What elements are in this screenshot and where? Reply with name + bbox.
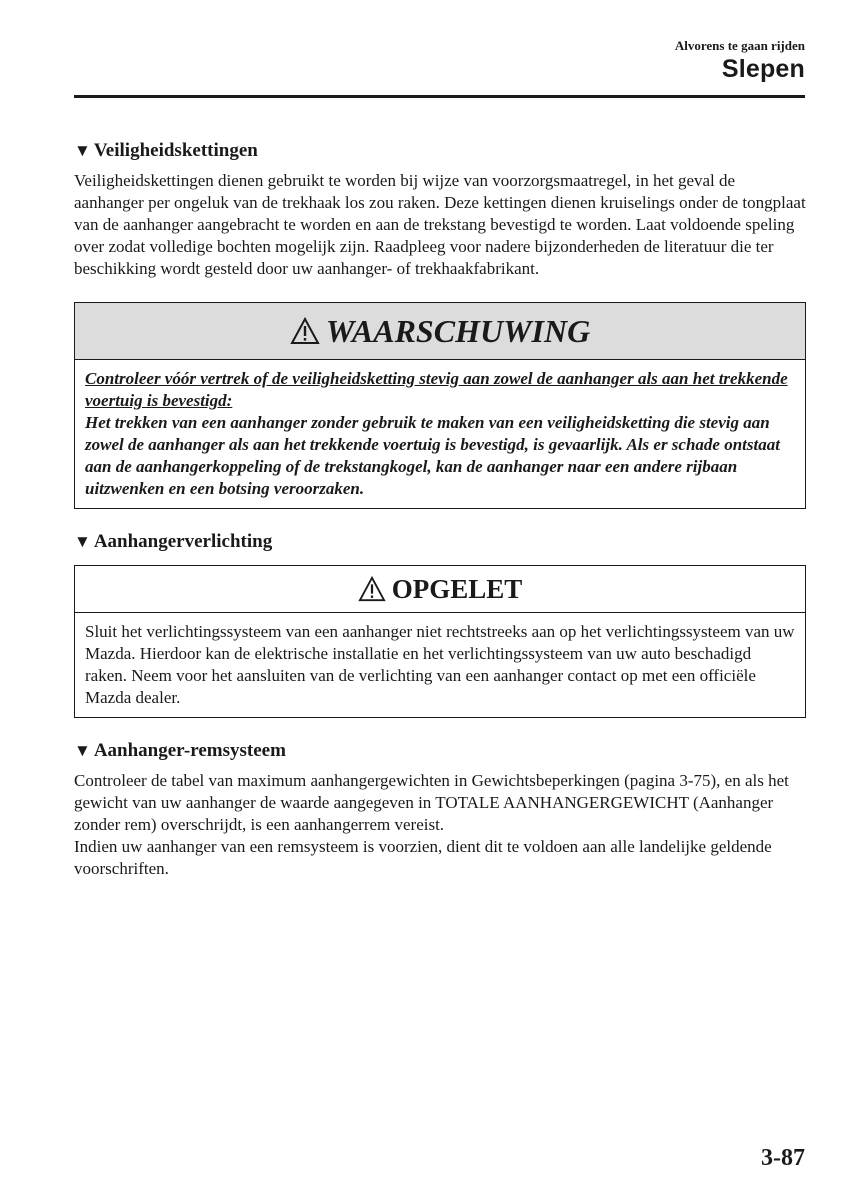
triangle-down-icon: ▼ xyxy=(74,532,91,551)
page-title: Slepen xyxy=(721,55,805,83)
warning-triangle-icon xyxy=(358,576,386,602)
caution-header xyxy=(75,566,805,613)
section-body: Controleer de tabel van maximum aanhangergewichten in Gewichtsbeperkingen (pagina 3-75), en als het gewicht van uw aanhanger de waarde aangegeven in TOTALE AANHANGERGEWICHT (Aanhanger zonder rem) overschrijdt, is een aanhangerrem vereist. xyxy=(74,771,789,834)
caution-title: OPGELET xyxy=(391,573,523,604)
warning-underlined-text: Controleer vóór vertrek of de veiligheidsketting stevig aan zowel de aanhanger als aan het trekkende voertuig is bevestigd: xyxy=(85,369,788,410)
triangle-down-icon: ▼ xyxy=(74,141,91,160)
section-heading-text: Aanhanger-remsysteem xyxy=(93,740,286,761)
header-section-label: Alvorens te gaan rijden xyxy=(674,38,805,53)
warning-header xyxy=(75,303,805,360)
section-body: Veiligheidskettingen dienen gebruikt te worden bij wijze van voorzorgsmaatregel, in het geval de aanhanger per ongeluk van de trekhaak los zou raken. Deze kettingen dienen kruiselings onder de tongplaat van de aanhanger aangebracht te worden en aan de trekstang bevestigd te worden. Laat voldoende speling over zodat volledige bochten mogelijk zijn. Raadpleeg voor nadere bijzonderheden de literatuur die ter beschikking wordt gesteld door uw aanhanger- of trekhaakfabrikant. xyxy=(74,171,806,278)
warning-body xyxy=(75,360,805,508)
caution-text: Sluit het verlichtingssysteem van een aanhanger niet rechtstreeks aan op het verlichtingssysteem van uw Mazda. Hierdoor kan de elektrische installatie en het verlichtingssysteem van uw auto beschadigd raken. Neem voor het aansluiten van de verlichting van een aanhanger contact op met een officiële Mazda dealer. xyxy=(85,622,795,707)
caution-body xyxy=(75,613,805,717)
section-heading-veiligheidskettingen xyxy=(74,140,806,162)
page-content xyxy=(74,140,806,880)
section-body-continued: Indien uw aanhanger van een remsysteem is voorzien, dient dit te voldoen aan alle landelijke geldende voorschriften. xyxy=(74,837,772,878)
warning-text: Het trekken van een aanhanger zonder gebruik te maken van een veiligheidsketting die stevig aan zowel de aanhanger als aan het trekkende voertuig is bevestigd, is gevaarlijk. Als er schade ontstaat aan de aanhangerkoppeling of de trekstangkogel, kan de aanhanger naar een andere rijbaan uitzwenken en een botsing veroorzaken. xyxy=(85,413,780,498)
page-number: 3-87 xyxy=(761,1145,805,1171)
warning-triangle-icon xyxy=(290,317,320,345)
triangle-down-icon: ▼ xyxy=(74,741,91,760)
section-heading-aanhangerverlichting xyxy=(74,531,806,553)
section-heading-text: Aanhangerverlichting xyxy=(93,531,273,552)
section-heading-text: Veiligheidskettingen xyxy=(93,140,258,161)
warning-title: WAARSCHUWING xyxy=(325,312,591,349)
header-rule xyxy=(74,95,805,98)
warning-box xyxy=(74,302,806,509)
caution-box xyxy=(74,565,806,718)
section-heading-aanhanger-remsysteem xyxy=(74,740,806,762)
